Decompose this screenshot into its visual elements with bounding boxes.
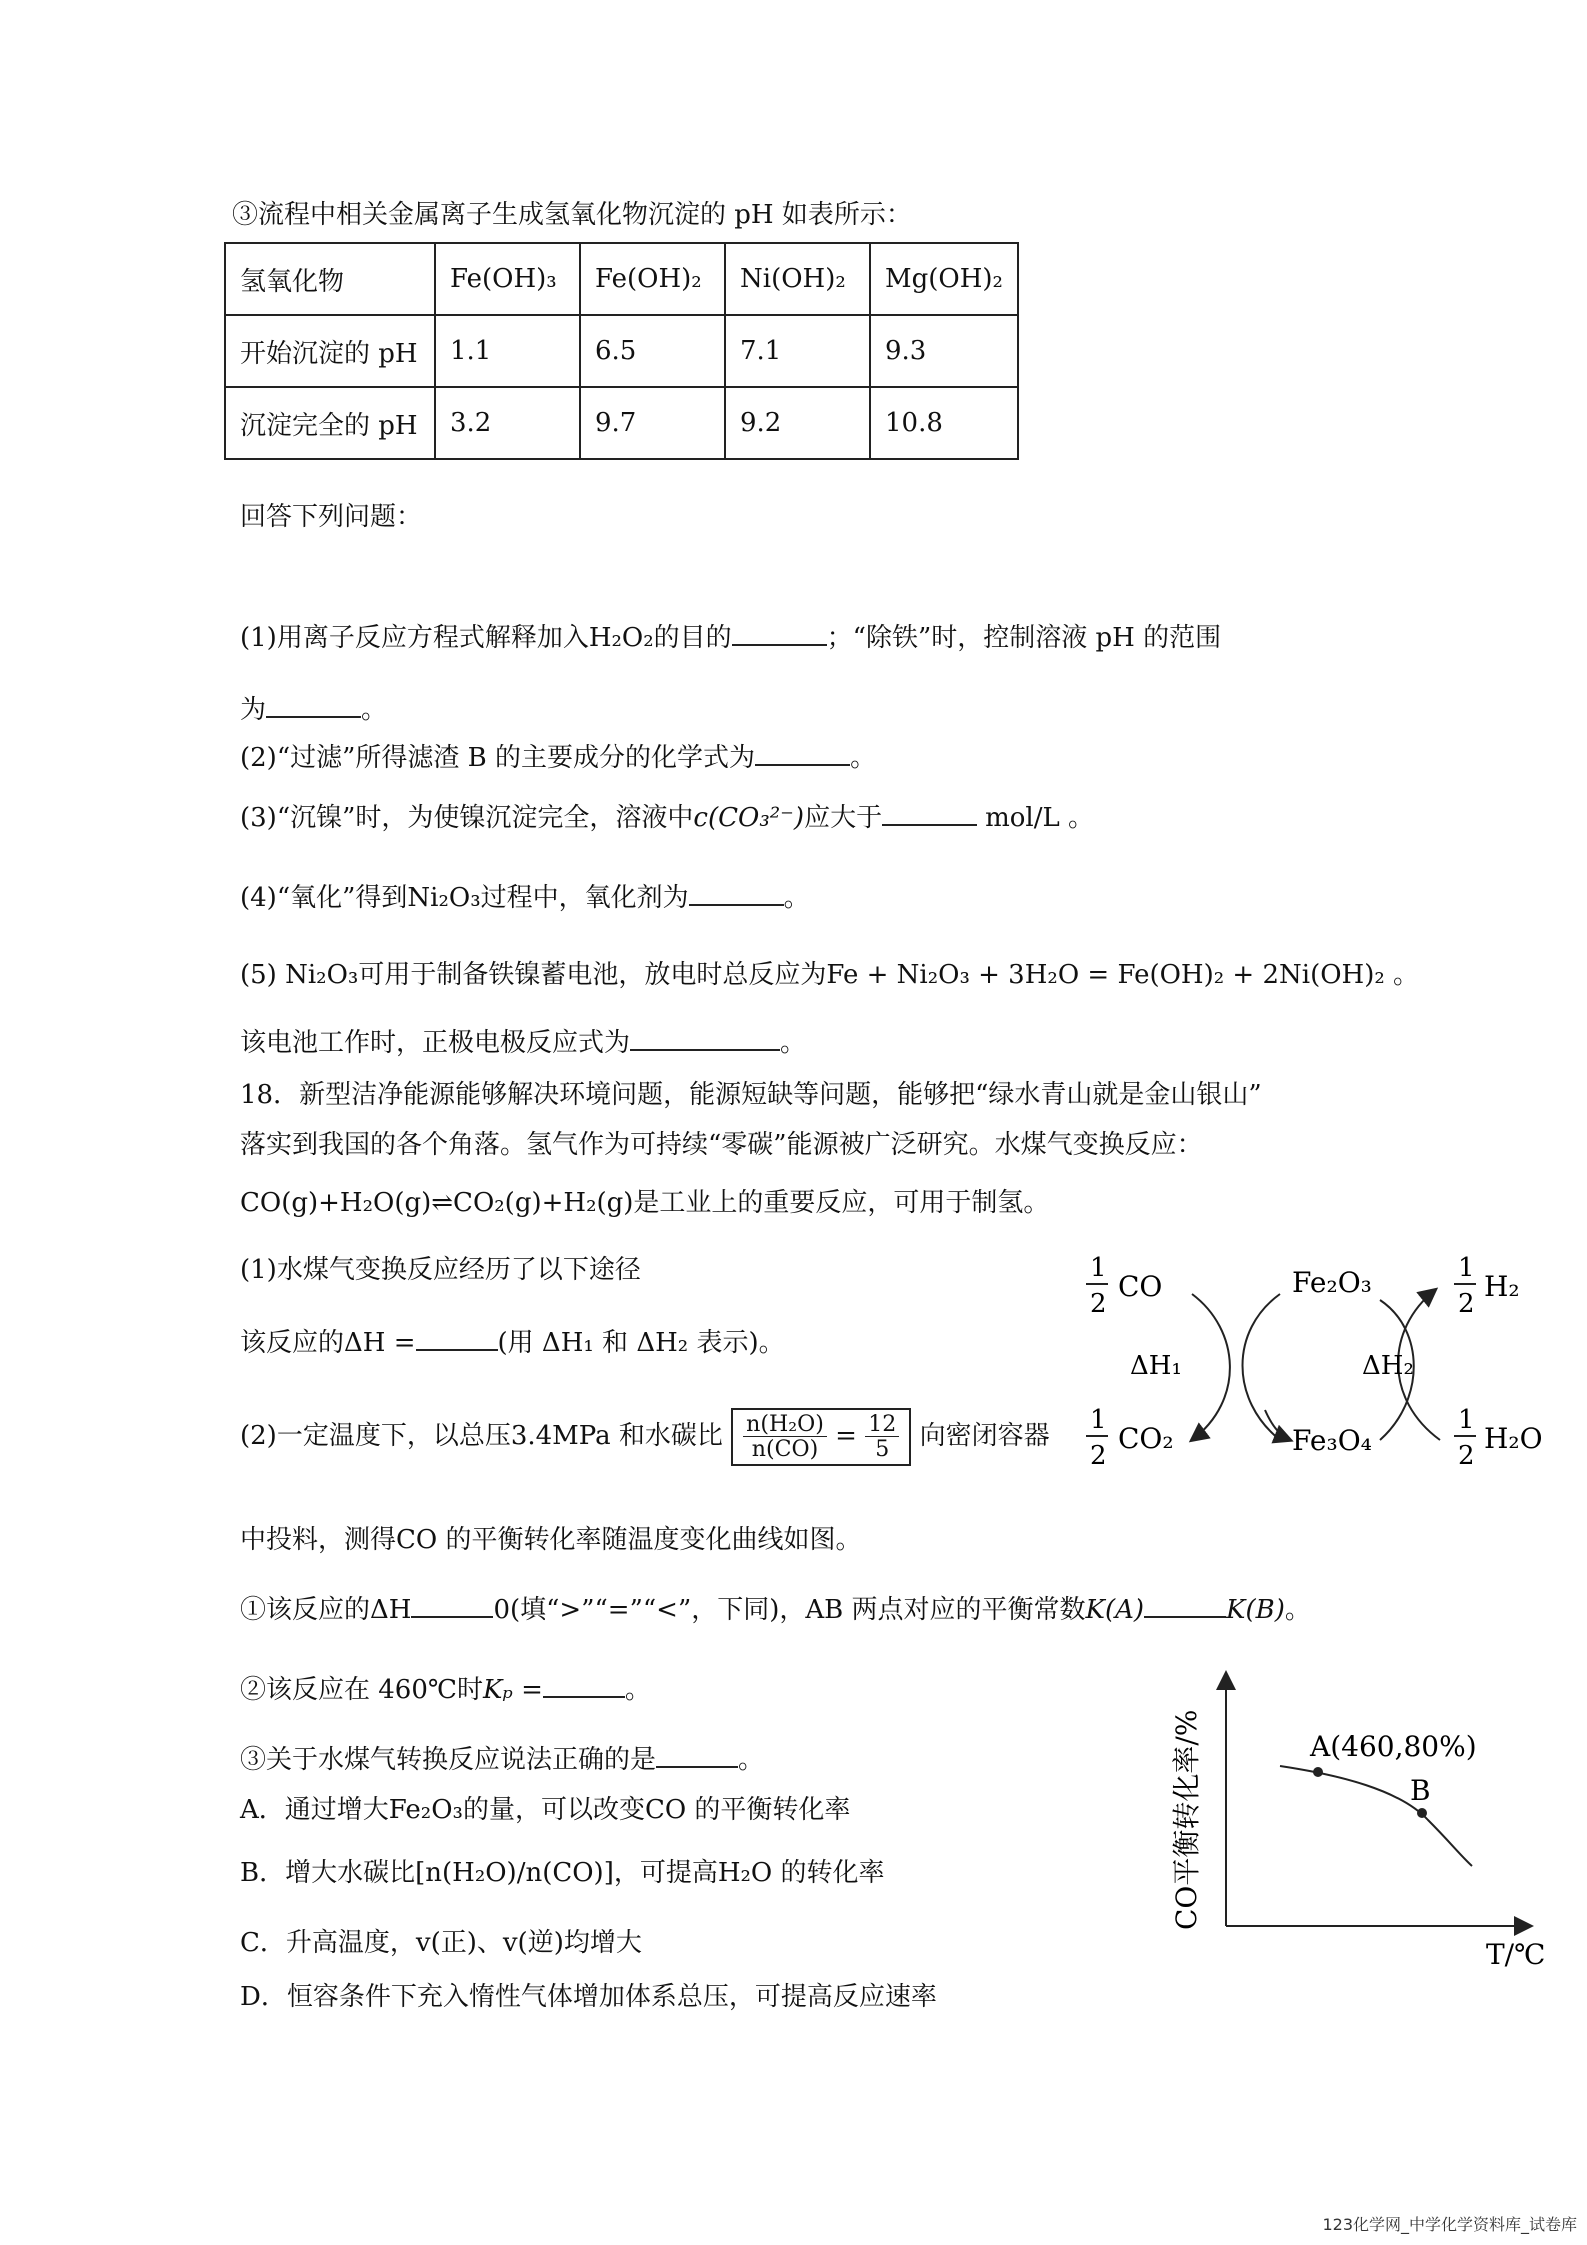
q18-part1: (1)水煤气变换反应经历了以下途径	[240, 1255, 641, 1285]
ratio-value-denominator: 5	[875, 1436, 890, 1463]
q17-part5: (5) Ni₂O₃可用于制备铁镍蓄电池，放电时总反应为Fe + Ni₂O₃ + 3H₂O = Fe(OH)₂ + 2Ni(OH)₂ 。	[240, 960, 1420, 990]
q17-part3-text: (3)“沉镍”时，为使镍沉淀完全，溶液中	[240, 803, 694, 833]
table-row	[225, 387, 1018, 459]
q17-part2-end: 。	[850, 743, 877, 773]
answer-blank[interactable]	[1144, 1592, 1226, 1618]
reaction-cycle-diagram	[1080, 1250, 1560, 1500]
table-header-cell: Mg(OH)₂	[870, 243, 1018, 315]
q17-part1-end: 。	[361, 695, 388, 725]
table-cell: 1.1	[435, 315, 580, 387]
q18-sub1-end: 。	[1284, 1595, 1311, 1625]
table-cell: 9.7	[580, 387, 725, 459]
ratio-value	[865, 1412, 899, 1462]
q18-line1: 18．新型洁净能源能够解决环境问题，能源短缺等问题，能够把“绿水青山就是金山银山”	[240, 1080, 1262, 1110]
y-axis-label: CO平衡转化率/%	[1170, 1709, 1203, 1930]
table-cell: 3.2	[435, 387, 580, 459]
q17-part5-cont	[240, 1025, 806, 1059]
q17-part4-end: 。	[783, 883, 810, 913]
table-cell: 沉淀完全的 pH	[225, 387, 435, 459]
q18-sub2-text: ②该反应在 460℃时	[240, 1675, 483, 1705]
q17-part3-text-b: 应大于	[804, 803, 883, 833]
h2-label: H₂	[1484, 1270, 1520, 1303]
q17-part5-text: 该电池工作时，正极电极反应式为	[240, 1028, 631, 1058]
answer-blank[interactable]	[689, 880, 784, 906]
q18-part1-answer	[240, 1325, 785, 1359]
point-b-label: B	[1410, 1774, 1431, 1807]
ratio-value-numerator: 12	[865, 1412, 899, 1437]
co2-label: CO₂	[1118, 1422, 1174, 1455]
q18-part2-cont: 中投料，测得CO 的平衡转化率随温度变化曲线如图。	[240, 1525, 862, 1555]
conversion-curve	[1280, 1766, 1472, 1866]
table-header-row	[225, 243, 1018, 315]
q17-part2	[240, 740, 876, 774]
table-cell: 开始沉淀的 pH	[225, 315, 435, 387]
water-carbon-ratio	[731, 1408, 911, 1466]
q17-part5-end: 。	[780, 1028, 807, 1058]
q18-part1-text: (用 ΔH₁ 和 ΔH₂ 表示)。	[497, 1328, 785, 1358]
answer-blank[interactable]	[630, 1025, 780, 1051]
table-header-cell: 氢氧化物	[225, 243, 435, 315]
point-a-marker	[1313, 1767, 1323, 1777]
fe-arrow-head	[1265, 1410, 1290, 1440]
q18-sub3	[240, 1742, 764, 1776]
answer-prompt: 回答下列问题：	[240, 502, 423, 532]
k-b-label: K(B)	[1226, 1595, 1285, 1625]
q18-line2: 落实到我国的各个角落。氢气作为可持续“零碳”能源被广泛研究。水煤气变换反应：	[240, 1130, 1203, 1160]
table-cell: 7.1	[725, 315, 870, 387]
table-header-cell: Ni(OH)₂	[725, 243, 870, 315]
table-cell: 10.8	[870, 387, 1018, 459]
table-row	[225, 315, 1018, 387]
table-cell: 6.5	[580, 315, 725, 387]
q18-part2-text-b: 向密闭容器	[919, 1420, 1050, 1451]
answer-blank[interactable]	[543, 1672, 625, 1698]
q18-sub1	[240, 1592, 1311, 1626]
half-den-co: 2	[1090, 1289, 1107, 1319]
ratio-fraction	[743, 1412, 827, 1462]
carbonate-concentration: c(CO₃²⁻)	[693, 803, 805, 833]
ph-table	[224, 242, 1019, 460]
table-header-cell: Fe(OH)₂	[580, 243, 725, 315]
q17-part4-text: (4)“氧化”得到Ni₂O₃过程中，氧化剂为	[240, 883, 689, 913]
half-den-co2: 2	[1090, 1441, 1107, 1471]
q18-part2-text: (2)一定温度下，以总压3.4MPa 和水碳比	[240, 1420, 723, 1451]
answer-blank[interactable]	[732, 620, 827, 646]
option-d[interactable]: D．恒容条件下充入惰性气体增加体系总压，可提高反应速率	[240, 1982, 937, 2012]
delta-h1-label: ΔH₁	[1130, 1351, 1182, 1381]
kp-label: Kₚ =	[482, 1675, 543, 1705]
q17-part3	[240, 800, 1094, 834]
table-header-cell: Fe(OH)₃	[435, 243, 580, 315]
option-b[interactable]: B．增大水碳比[n(H₂O)/n(CO)]，可提高H₂O 的转化率	[240, 1858, 885, 1888]
k-a-label: K(A)	[1085, 1595, 1145, 1625]
fe2o3-label: Fe₂O₃	[1292, 1266, 1372, 1299]
point-b-marker	[1417, 1808, 1427, 1818]
table-cell: 9.3	[870, 315, 1018, 387]
answer-blank[interactable]	[656, 1742, 738, 1768]
q18-sub3-text: ③关于水煤气转换反应说法正确的是	[240, 1745, 657, 1775]
option-a[interactable]: A．通过增大Fe₂O₃的量，可以改变CO 的平衡转化率	[240, 1795, 851, 1825]
fe3o4-label: Fe₃O₄	[1292, 1424, 1372, 1457]
co-to-co2-arrow	[1192, 1294, 1230, 1440]
q18-sub2-end: 。	[624, 1675, 651, 1705]
answer-blank[interactable]	[882, 800, 977, 826]
point-a-label: A(460,80%)	[1310, 1730, 1477, 1763]
ratio-equals: =	[835, 1420, 857, 1451]
answer-blank[interactable]	[416, 1325, 498, 1351]
q18-sub1-text: ①该反应的ΔH	[240, 1595, 412, 1625]
table-cell: 9.2	[725, 387, 870, 459]
half-den-h2o: 2	[1458, 1441, 1475, 1471]
q17-part1-text: (1)用离子反应方程式解释加入H₂O₂的目的	[240, 623, 732, 653]
delta-h2-label: ΔH₂	[1362, 1351, 1414, 1381]
conversion-graph	[1160, 1650, 1560, 1980]
footer-watermark: 123化学网_中学化学资料库_试卷库	[1322, 2215, 1577, 2234]
q17-part4	[240, 880, 810, 914]
q18-equation: CO(g)+H₂O(g)⇌CO₂(g)+H₂(g)是工业上的重要反应，可用于制氢。	[240, 1188, 1050, 1218]
half-num-h2: 1	[1458, 1253, 1475, 1283]
q18-sub2	[240, 1672, 651, 1706]
half-den-h2: 2	[1458, 1289, 1475, 1319]
answer-blank[interactable]	[411, 1592, 493, 1618]
delta-h-label: 该反应的ΔH =	[240, 1328, 416, 1358]
table-intro: ③流程中相关金属离子生成氢氧化物沉淀的 pH 如表所示：	[232, 200, 912, 230]
half-num-co: 1	[1090, 1253, 1107, 1283]
ratio-denominator: n(CO)	[751, 1436, 819, 1463]
q17-part2-text: (2)“过滤”所得滤渣 B 的主要成分的化学式为	[240, 743, 756, 773]
h2o-label: H₂O	[1484, 1422, 1543, 1455]
q18-sub3-end: 。	[738, 1745, 765, 1775]
q18-part2	[240, 1408, 1050, 1466]
option-c[interactable]: C．升高温度，v(正)、v(逆)均增大	[240, 1928, 642, 1958]
unit-label: mol/L 。	[985, 803, 1094, 833]
answer-blank[interactable]	[266, 692, 361, 718]
ratio-numerator: n(H₂O)	[743, 1412, 827, 1437]
q17-part1-text-c: 为	[240, 695, 267, 725]
answer-blank[interactable]	[755, 740, 850, 766]
fe2o3-to-fe3o4-arc	[1243, 1294, 1281, 1440]
half-num-h2o: 1	[1458, 1405, 1475, 1435]
q17-part1-cont	[240, 692, 387, 726]
co-label: CO	[1118, 1270, 1163, 1303]
x-axis-label: T/℃	[1486, 1938, 1546, 1971]
q17-part1-text-b: ；“除铁”时，控制溶液 pH 的范围	[826, 623, 1222, 653]
half-num-co2: 1	[1090, 1405, 1107, 1435]
q17-part1	[240, 620, 1221, 654]
q18-sub1-text-b: 0(填“>”“=”“<”，下同)，AB 两点对应的平衡常数	[493, 1595, 1086, 1625]
